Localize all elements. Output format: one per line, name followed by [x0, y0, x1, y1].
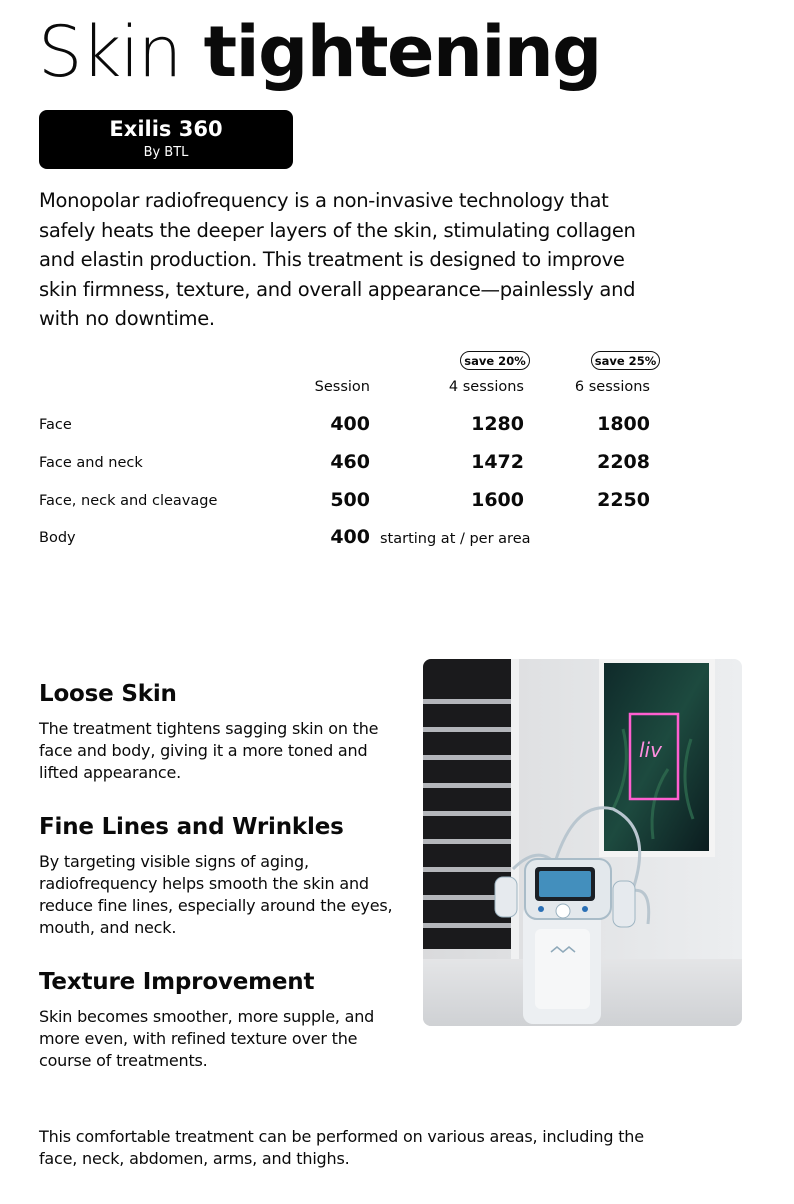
column-header-4-sessions: 4 sessions [448, 379, 524, 395]
price-4-sessions: 1280 [471, 413, 524, 435]
row-label: Face, neck and cleavage [39, 493, 218, 509]
price-4-sessions: 1600 [471, 489, 524, 511]
price-session: 500 [330, 489, 370, 511]
intro-text: Monopolar radiofrequency is a non-invasive technology that safely heats the deeper layers of the skin, stimulating collagen and elastin production. This treatment is designed to improve skin firmness, texture, and overall appearance—painlessly and with no downtime. [39, 189, 636, 330]
neon-sign-text: liv [639, 738, 662, 762]
row-label: Body [39, 530, 76, 546]
section-title-fine-lines: Fine Lines and Wrinkles [39, 814, 344, 840]
section-title-loose-skin: Loose Skin [39, 681, 177, 707]
price-session: 400 [330, 526, 370, 548]
section-body-loose-skin: The treatment tightens sagging skin on the face and body, giving it a more toned and lifted appearance. [39, 719, 379, 782]
price-row-face-neck-cleavage [0, 488, 794, 512]
footer-text: This comfortable treatment can be performed on various areas, including the face, neck, abdomen, arms, and thighs. [39, 1127, 644, 1168]
exilis-device-illustration [423, 659, 742, 1026]
product-name: Exilis 360 [109, 117, 223, 141]
price-note: starting at / per area [380, 531, 531, 547]
product-badge [39, 110, 293, 169]
section-title-texture: Texture Improvement [39, 969, 315, 995]
save-25-badge: save 25% [591, 351, 660, 370]
price-6-sessions: 2208 [597, 451, 650, 473]
price-row-face [0, 412, 794, 436]
price-session: 400 [330, 413, 370, 435]
price-row-face-and-neck [0, 450, 794, 474]
column-header-session: Session [314, 379, 370, 395]
title-light: Skin [38, 11, 181, 93]
column-header-6-sessions: 6 sessions [574, 379, 650, 395]
save-20-badge: save 20% [460, 351, 530, 370]
title-bold: tightening [203, 11, 601, 93]
page-title [38, 12, 601, 92]
row-label: Face [39, 417, 72, 433]
row-label: Face and neck [39, 455, 143, 471]
price-6-sessions: 2250 [597, 489, 650, 511]
product-brand: By BTL [143, 145, 189, 160]
device-photo [423, 659, 742, 1026]
price-4-sessions: 1472 [471, 451, 524, 473]
section-body-texture: Skin becomes smoother, more supple, and more even, with refined texture over the course of treatments. [39, 1007, 375, 1070]
section-body-fine-lines: By targeting visible signs of aging, radiofrequency helps smooth the skin and reduce fine lines, especially around the eyes, mouth, and neck. [39, 852, 393, 937]
price-row-body [0, 525, 794, 549]
price-6-sessions: 1800 [597, 413, 650, 435]
price-session: 460 [330, 451, 370, 473]
